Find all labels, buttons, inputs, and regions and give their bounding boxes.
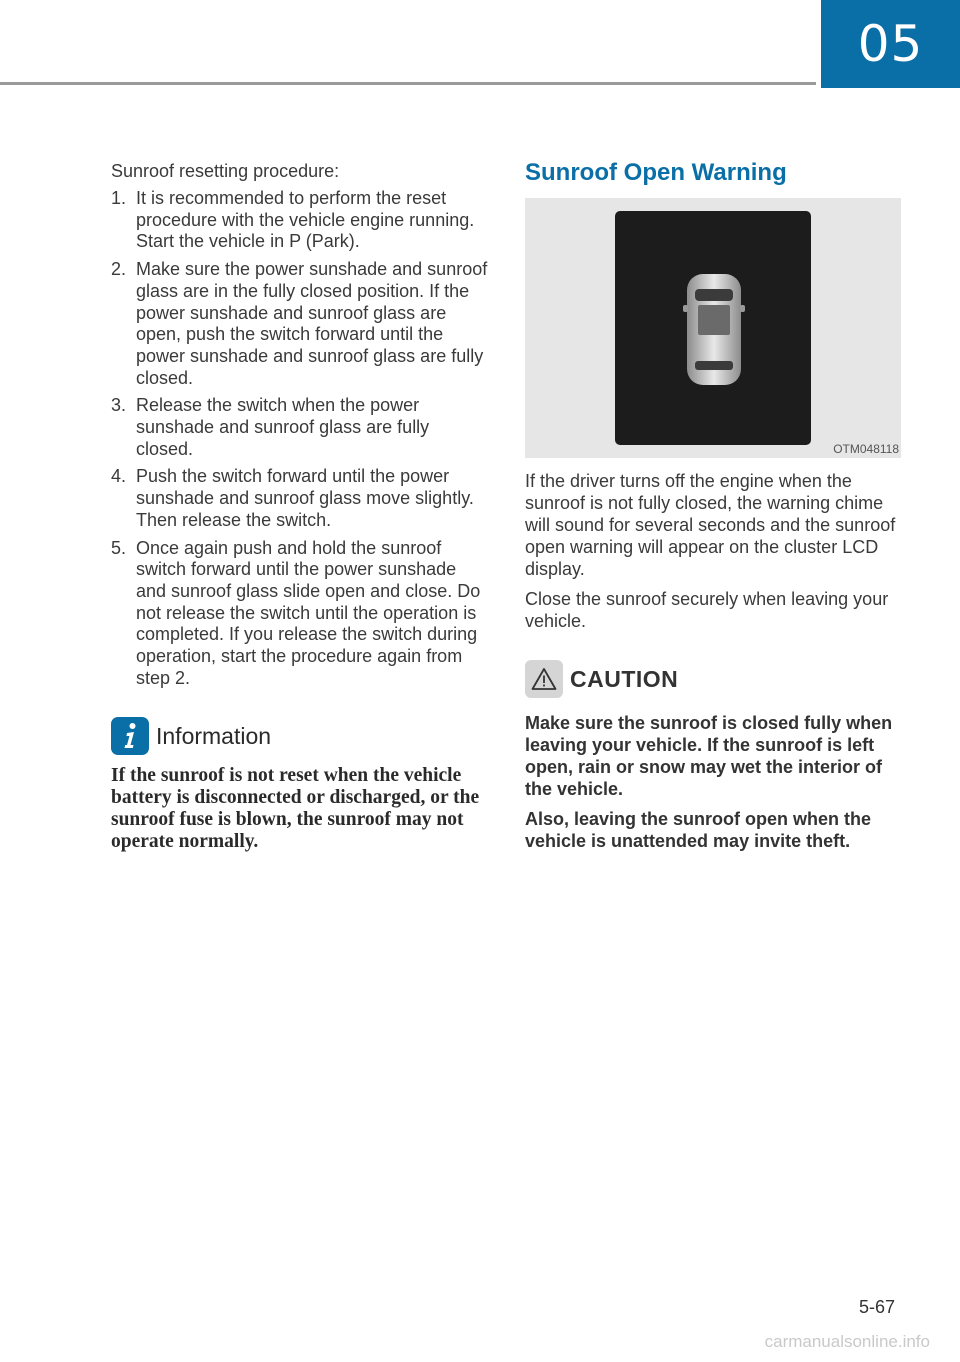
step-text: Push the switch forward until the power sunshade and sunroof glass move slightly. Then release the switch.: [136, 466, 474, 530]
caution-title: CAUTION: [570, 665, 679, 692]
caution-body: Make sure the sunroof is closed fully when leaving your vehicle. If the sunroof is left open, rain or snow may wet the interior of the vehicle.: [525, 713, 893, 799]
step-item: [111, 259, 491, 389]
information-box: [111, 717, 491, 853]
step-item: [111, 395, 491, 460]
close-sunroof-paragraph: Close the sunroof securely when leaving your vehicle.: [525, 589, 889, 631]
section-title: Sunroof Open Warning: [525, 159, 787, 186]
step-item: [111, 466, 491, 531]
cluster-display-figure: [525, 198, 901, 458]
information-header: [111, 717, 491, 755]
step-item: [111, 188, 491, 253]
procedure-intro: Sunroof resetting procedure:: [111, 161, 340, 181]
car-top-view-icon: [615, 211, 811, 445]
procedure-steps: [111, 188, 491, 689]
step-number: 5.: [111, 537, 127, 558]
chapter-tab: 05: [821, 0, 960, 88]
info-icon: [111, 717, 149, 755]
step-text: Make sure the power sunshade and sunroof glass are in the fully closed position. If the power sunshade and sunroof glass are open, push the switch forward until the power sunshade and sunroof glass are fully closed.: [136, 259, 488, 388]
step-number: 3.: [111, 395, 127, 416]
figure-code: OTM048118: [833, 442, 899, 456]
step-number: 1.: [111, 188, 127, 208]
warning-paragraph: If the driver turns off the engine when the sunroof is not fully closed, the warning chime will sound for several seconds and the sunroof open warning will appear on the cluster LCD display.: [525, 471, 896, 579]
watermark: carmanualsonline.info: [764, 1332, 930, 1351]
right-column: [525, 158, 905, 852]
caution-header: [525, 660, 905, 698]
step-text: Release the switch when the power sunshade and sunroof glass are fully closed.: [136, 395, 430, 459]
step-item: [111, 538, 491, 690]
information-body: If the sunroof is not reset when the vehicle battery is disconnected or discharged, or the sunroof fuse is blown, the sunroof may not operate normally.: [111, 765, 480, 853]
step-text: Once again push and hold the sunroof switch forward until the power sunshade and sunroof glass slide open and close. Do not release the switch until the operation is completed. If you release the switch during operation, start the procedure again from step 2.: [136, 537, 481, 688]
caution-body-theft: Also, leaving the sunroof open when the vehicle is unattended may invite theft.: [525, 809, 872, 851]
step-number: 2.: [111, 259, 127, 280]
warning-triangle-icon: [525, 660, 563, 698]
information-title: Information: [156, 722, 272, 749]
step-text: It is recommended to perform the reset procedure with the vehicle engine running. Start the vehicle in P (Park).: [136, 188, 475, 252]
step-number: 4.: [111, 466, 127, 487]
left-column: [111, 160, 491, 853]
page-number: 5-67: [858, 1297, 895, 1317]
header-rule: [0, 82, 816, 85]
cluster-lcd-screen: [615, 211, 811, 445]
